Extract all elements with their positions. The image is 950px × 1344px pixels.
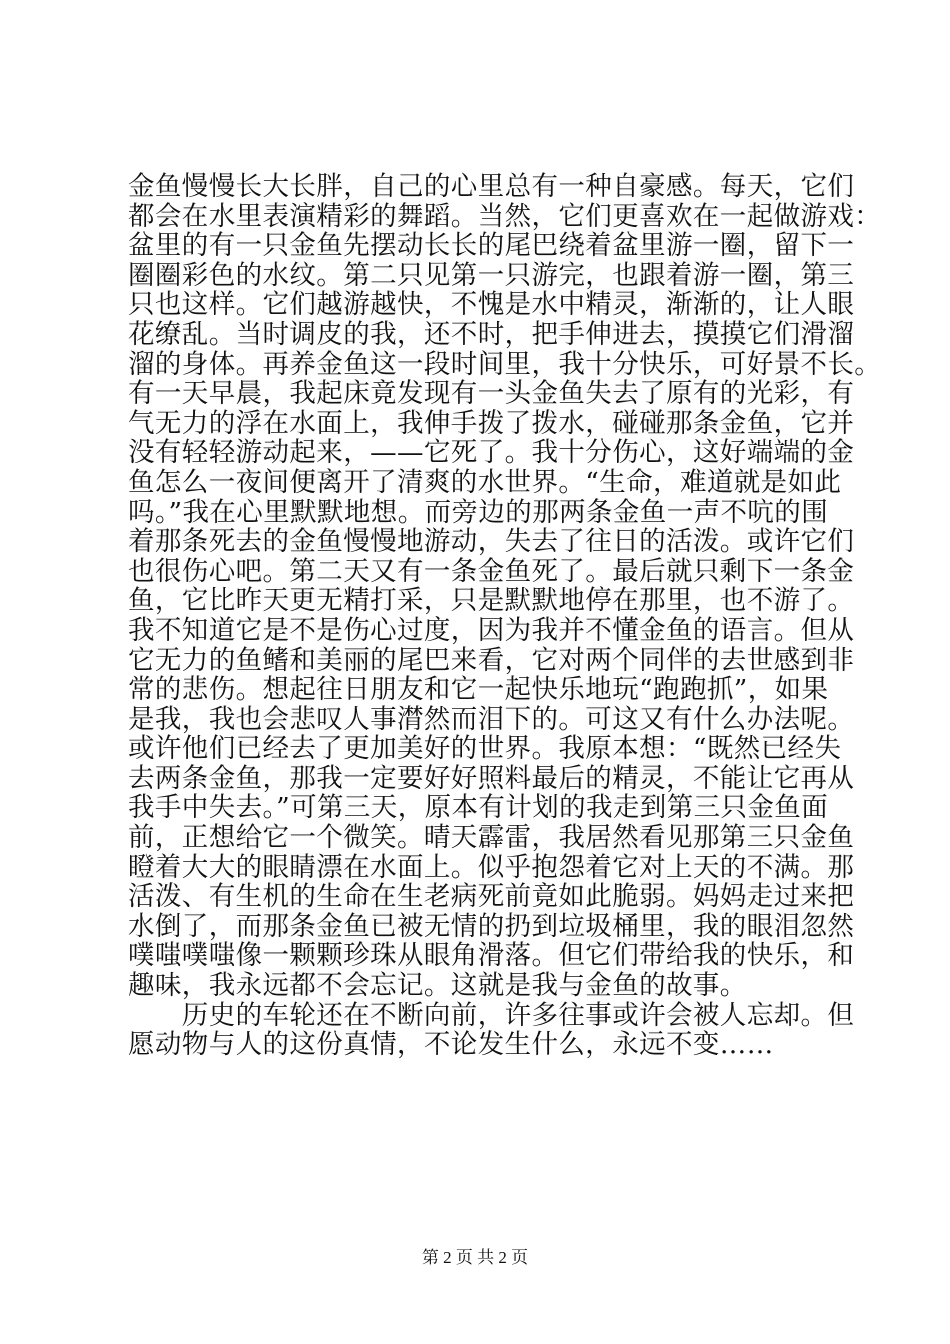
text-line: 常的悲伤。想起往日朋友和它一起快乐地玩“跑跑抓”，如果: [128, 674, 829, 706]
text-line: 是我，我也会悲叹人事潸然而泪下的。可这又有什么办法呢。: [128, 703, 855, 735]
body-text: [128, 171, 882, 1061]
text-line: 历史的车轮还在不断向前，许多往事或许会被人忘却。但: [128, 999, 855, 1031]
text-line: 水倒了，而那条金鱼已被无情的扔到垃圾桶里，我的眼泪忽然: [128, 910, 855, 942]
text-line: 也很伤心吧。第二天又有一条金鱼死了。最后就只剩下一条金: [128, 555, 855, 587]
text-line: 我不知道它是不是伤心过度，因为我并不懂金鱼的语言。但从: [128, 614, 855, 646]
text-line: 噗嗤噗嗤像一颗颗珍珠从眼角滑落。但它们带给我的快乐，和: [128, 940, 855, 972]
text-line: 活泼、有生机的生命在生老病死前竟如此脆弱。妈妈走过来把: [128, 881, 855, 913]
text-line: 气无力的浮在水面上，我伸手拨了拨水，碰碰那条金鱼，它并: [128, 407, 855, 439]
text-line: 鱼怎么一夜间便离开了清爽的水世界。“生命，难道就是如此: [128, 466, 842, 498]
text-line: 趣味，我永远都不会忘记。这就是我与金鱼的故事。: [128, 970, 747, 1002]
text-line: 花缭乱。当时调皮的我，还不时，把手伸进去，摸摸它们滑溜: [128, 318, 855, 350]
text-line: 只也这样。它们越游越快，不愧是水中精灵，渐渐的，让人眼: [128, 289, 855, 321]
text-line: 或许他们已经去了更加美好的世界。我原本想：“既然已经失: [128, 733, 842, 765]
text-line: 吗。”我在心里默默地想。而旁边的那两条金鱼一声不吭的围: [128, 496, 829, 528]
text-line: 溜的身体。再养金鱼这一段时间里，我十分快乐，可好景不长。: [128, 348, 882, 380]
text-line: 鱼，它比昨天更无精打采，只是默默地停在那里，也不游了。: [128, 585, 855, 617]
text-line: 我手中失去。”可第三天，原本有计划的我走到第三只金鱼面: [128, 792, 829, 824]
text-line: 没有轻轻游动起来，——它死了。我十分伤心，这好端端的金: [128, 437, 855, 469]
text-line: 盆里的有一只金鱼先摆动长长的尾巴绕着盆里游一圈，留下一: [128, 230, 855, 262]
text-line: 瞪着大大的眼睛漂在水面上。似乎抱怨着它对上天的不满。那: [128, 851, 855, 883]
text-line: 愿动物与人的这份真情，不论发生什么，永远不变……: [128, 1029, 774, 1061]
text-line: 去两条金鱼，那我一定要好好照料最后的精灵，不能让它再从: [128, 762, 855, 794]
text-line: 都会在水里表演精彩的舞蹈。当然，它们更喜欢在一起做游戏：: [128, 200, 882, 232]
text-line: 有一天早晨，我起床竟发现有一头金鱼失去了原有的光彩，有: [128, 378, 855, 410]
text-line: 圈圈彩色的水纹。第二只见第一只游完，也跟着游一圈，第三: [128, 259, 855, 291]
text-line: 它无力的鱼鳍和美丽的尾巴来看，它对两个同伴的去世感到非: [128, 644, 855, 676]
text-line: 着那条死去的金鱼慢慢地游动，失去了往日的活泼。或许它们: [128, 526, 855, 558]
text-line: 金鱼慢慢长大长胖，自己的心里总有一种自豪感。每天，它们: [128, 171, 855, 202]
page-number-footer: 第 2 页 共 2 页: [421, 1248, 529, 1267]
text-line: 前，正想给它一个微笑。晴天霹雷，我居然看见那第三只金鱼: [128, 822, 855, 854]
